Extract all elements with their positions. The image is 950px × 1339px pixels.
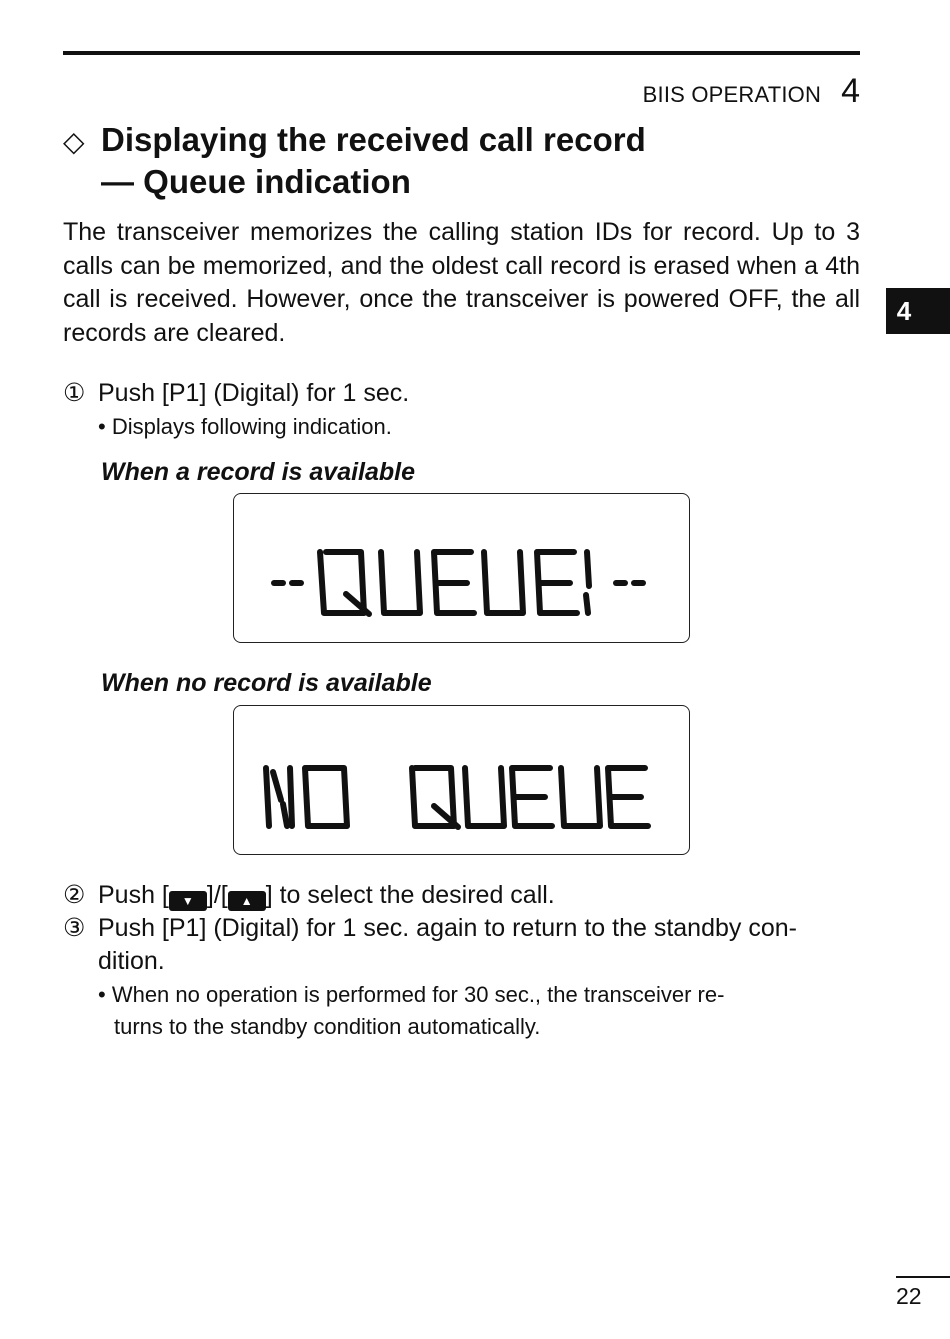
section-heading bbox=[63, 120, 863, 202]
bullet-line-continued: turns to the standby condition automatically. bbox=[114, 1014, 541, 1039]
down-arrow-key-icon: ▼ bbox=[169, 891, 207, 911]
step-2-text-post: ] to select the desired call. bbox=[265, 881, 555, 909]
heading-line-2: — Queue indication bbox=[101, 163, 411, 200]
step-text: Push [P1] (Digital) for 1 sec. bbox=[98, 379, 410, 407]
side-tab-label: 4 bbox=[896, 295, 912, 326]
heading-line-1: Displaying the received call record bbox=[101, 121, 646, 158]
chapter-side-tab bbox=[886, 288, 950, 334]
bullet-line: • When no operation is performed for 30 sec., the transceiver re- bbox=[98, 982, 725, 1007]
step-number: ① bbox=[63, 379, 86, 407]
caption-no-record: When no record is available bbox=[101, 669, 432, 697]
lcd-queue-1-graphic bbox=[234, 494, 689, 642]
step-1 bbox=[63, 377, 863, 410]
step-1-bullet: • Displays following indication. bbox=[98, 414, 392, 439]
page-number: 22 bbox=[896, 1283, 922, 1309]
step-number: ② bbox=[63, 881, 86, 909]
lcd-display-queue bbox=[233, 493, 690, 643]
step-3 bbox=[63, 912, 863, 978]
step-3-bullet bbox=[98, 979, 863, 1043]
step-text-continued: dition. bbox=[98, 947, 165, 975]
step-2-text-pre: Push [ bbox=[98, 881, 169, 909]
chapter-number: 4 bbox=[841, 72, 860, 110]
step-number: ③ bbox=[63, 914, 86, 942]
footer-rule bbox=[896, 1276, 950, 1278]
intro-paragraph: The transceiver memorizes the calling station IDs for record. Up to 3 calls can be memorized, and the oldest call record is erased when a 4th call is received. However, once the transceiver is powered OFF, the all records are cleared. bbox=[63, 218, 860, 347]
step-text: Push [P1] (Digital) for 1 sec. again to return to the standby con- bbox=[98, 914, 797, 942]
step-2 bbox=[63, 879, 863, 912]
section-title: BIIS OPERATION bbox=[642, 82, 822, 107]
lcd-display-no-queue bbox=[233, 705, 690, 855]
step-2-text-mid: ]/[ bbox=[206, 881, 228, 909]
header-rule bbox=[63, 51, 860, 55]
up-arrow-key-icon: ▲ bbox=[228, 891, 266, 911]
running-header bbox=[643, 72, 860, 111]
caption-record-available: When a record is available bbox=[101, 458, 416, 486]
diamond-icon: ◇ bbox=[63, 126, 85, 157]
lcd-no-queue-graphic bbox=[234, 706, 689, 854]
